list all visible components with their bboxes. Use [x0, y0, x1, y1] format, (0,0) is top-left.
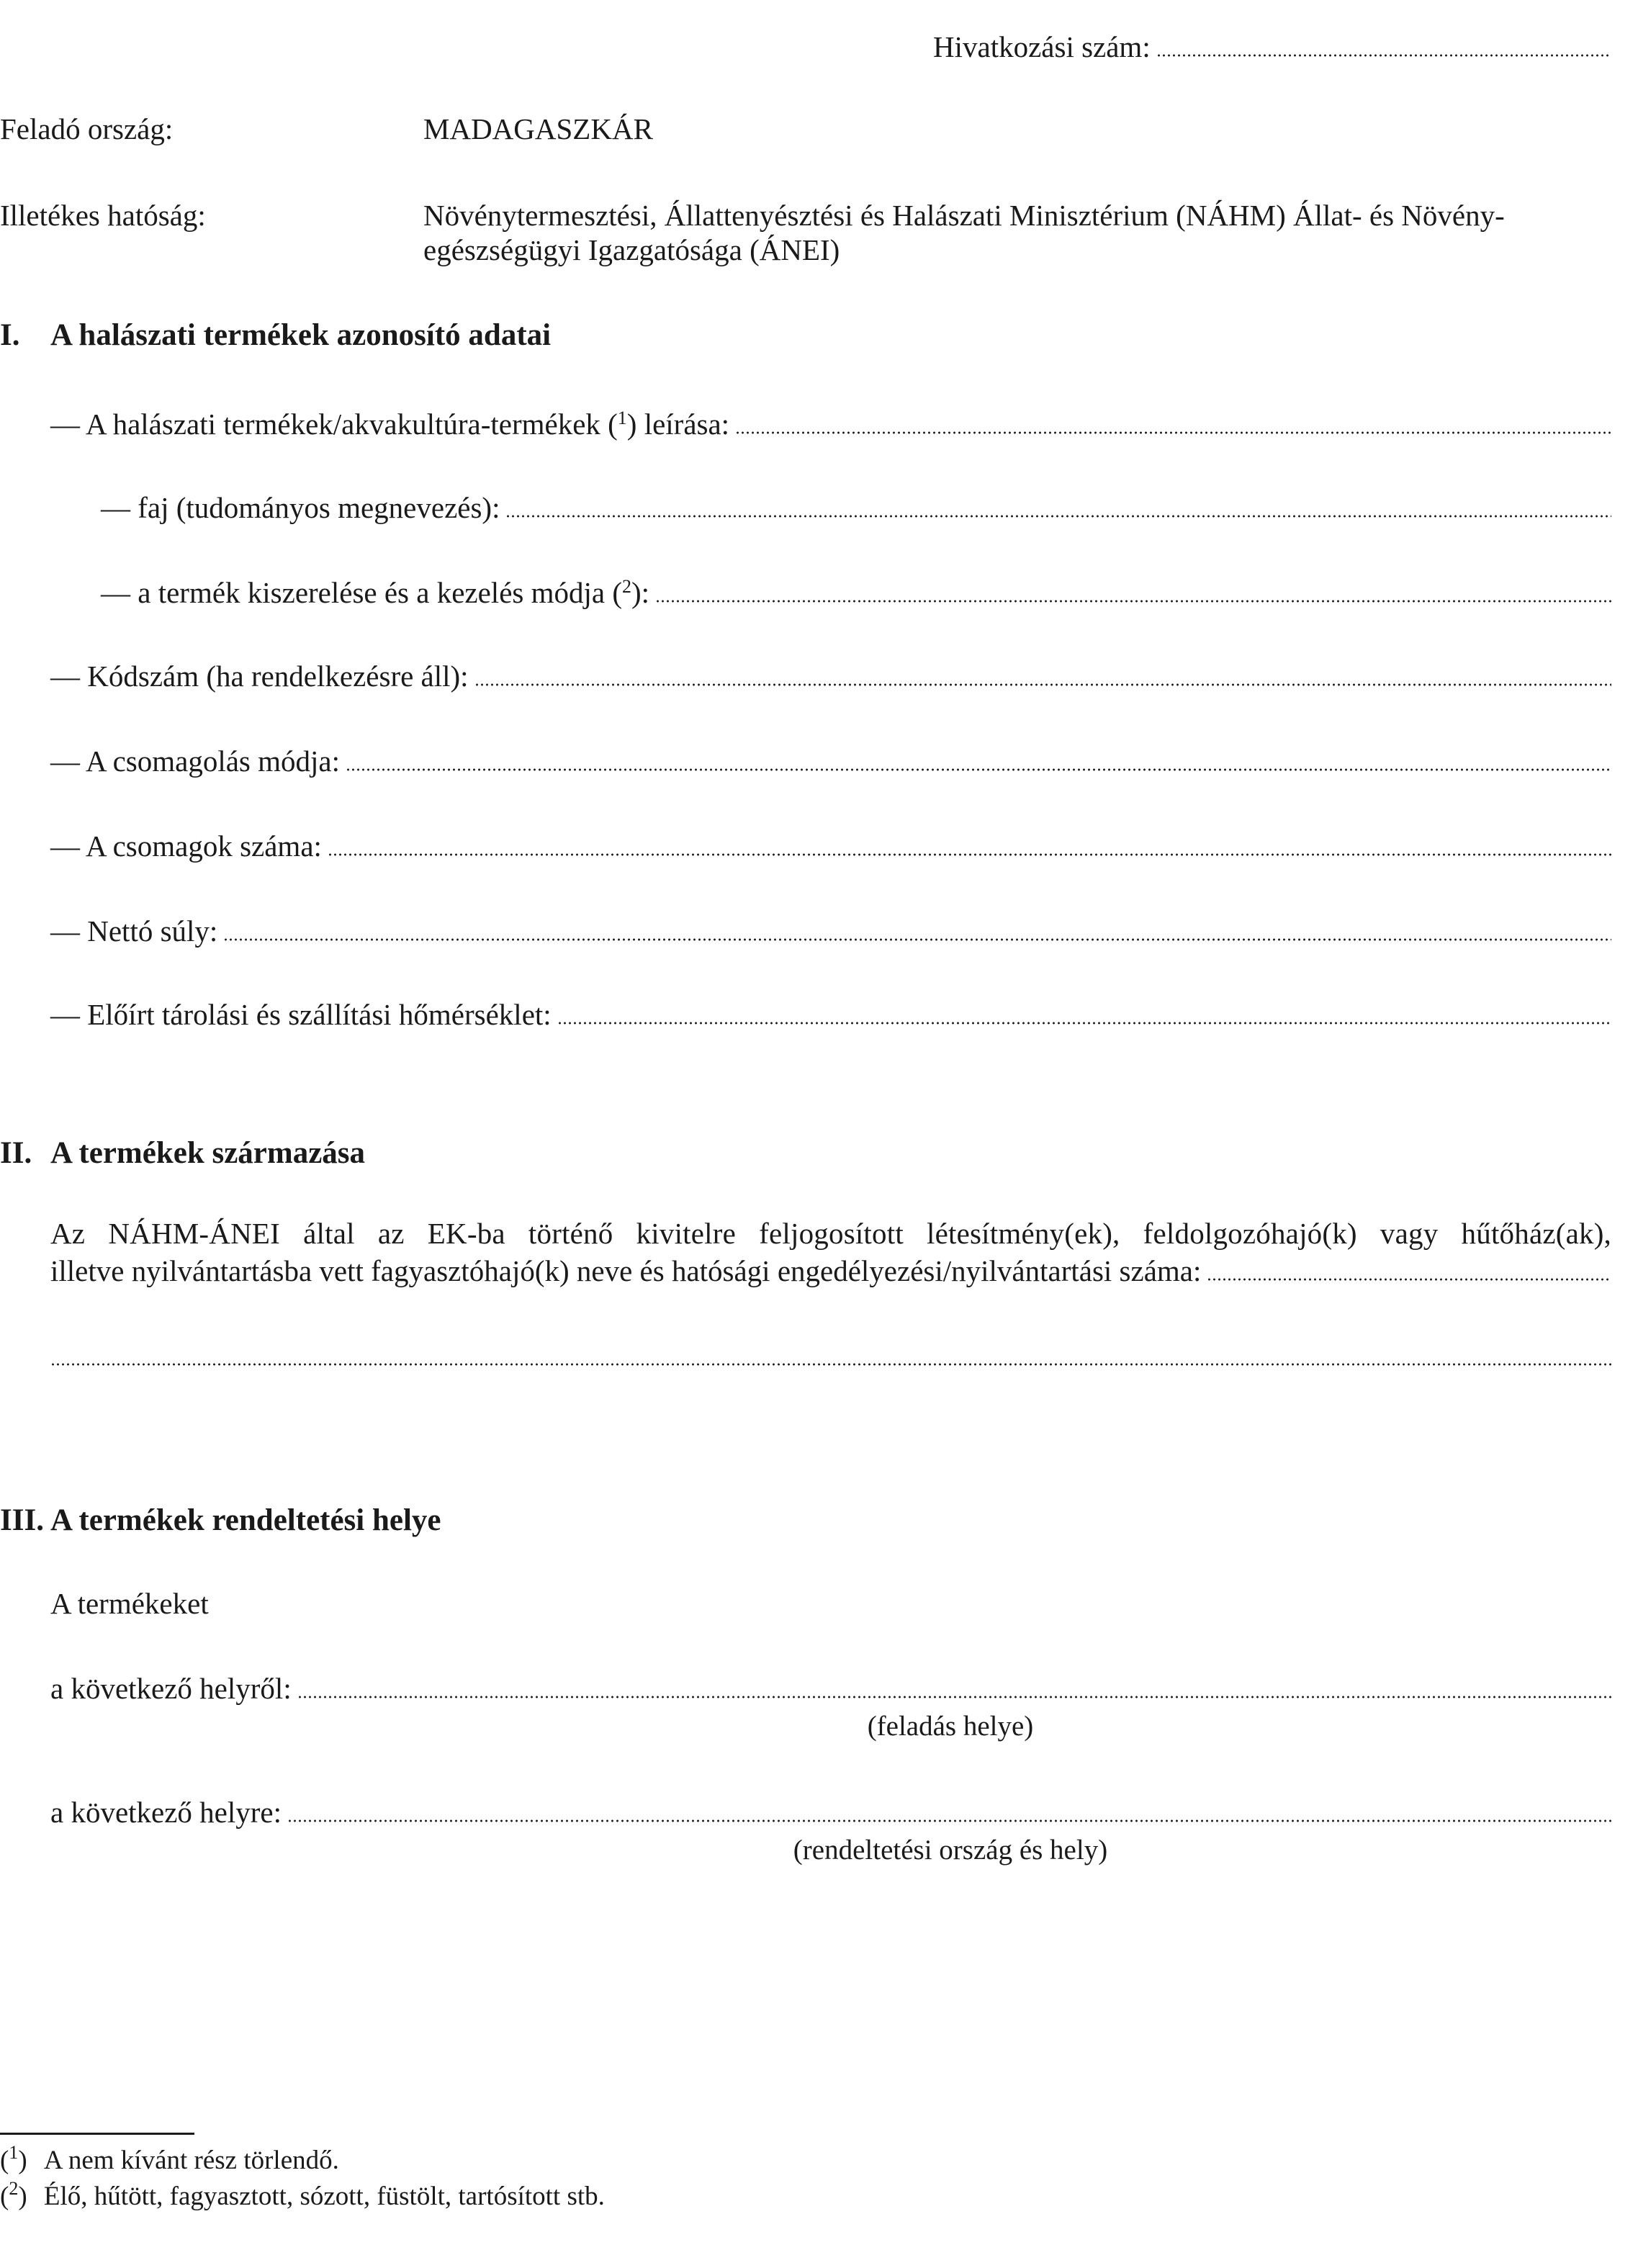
origin-paragraph-line1: Az NÁHM-ÁNEI által az EK-ba történő kivitelre feljogosított létesítmény(ek), feldolgozóhajó(k) vagy hűtőház(ak), — [50, 1217, 1611, 1250]
sender-country-value: MADAGASZKÁR — [423, 112, 653, 145]
footnote-ref-2: 2 — [622, 576, 631, 597]
presentation-dotted-line — [655, 600, 1611, 603]
authority-label: Illetékes hatóság: — [0, 199, 206, 232]
footnote-ref-1: 1 — [617, 408, 627, 428]
origin-paragraph-line2: illetve nyilvántartásba vett fagyasztóhajó(k) neve és hatósági engedélyezési/nyilvántartási száma: — [50, 1254, 1202, 1287]
sender-country-label: Feladó ország: — [0, 112, 174, 145]
product-description-dotted-line — [735, 431, 1611, 434]
section-1-number: I. — [0, 318, 20, 352]
product-description-field[interactable] — [50, 406, 1611, 442]
package-count-label: — A csomagok száma: — [50, 829, 322, 863]
section-3-title: A termékek rendeltetési helye — [50, 1503, 441, 1537]
package-count-dotted-line — [328, 853, 1611, 856]
presentation-field[interactable] — [101, 575, 1611, 611]
dispatch-place-field[interactable] — [50, 1670, 1611, 1706]
temperature-dotted-line — [557, 1022, 1611, 1025]
footnote-2-mark: ($^2$) — [0, 2178, 27, 2211]
establishment-dotted-line-2[interactable] — [50, 1363, 1611, 1366]
package-count-field[interactable] — [50, 828, 1611, 864]
footnote-1-text: A nem kívánt rész törlendő. — [43, 2146, 339, 2175]
section-3-number: III. — [0, 1503, 44, 1537]
dispatch-place-caption: (feladás helye) — [867, 1711, 1034, 1742]
destination-place-dotted-line — [287, 1819, 1611, 1822]
footnote-1-mark: ($^1$) — [0, 2142, 27, 2175]
footnote-separator — [0, 2133, 194, 2135]
code-number-dotted-line — [474, 683, 1611, 686]
net-weight-label: — Nettó súly: — [50, 914, 218, 948]
authority-value-line2: egészségügyi Igazgatósága (ÁNEI) — [423, 233, 840, 266]
species-dotted-line — [505, 515, 1611, 518]
product-description-label: — A halászati termékek/akvakultúra-termékek ($^1$) leírása: — [50, 408, 730, 441]
footnote-1 — [0, 2144, 339, 2177]
temperature-field[interactable] — [50, 996, 1611, 1032]
destination-intro: A termékeket — [50, 1587, 209, 1620]
establishment-dotted-line — [1207, 1278, 1611, 1281]
section-1-title: A halászati termékek azonosító adatai — [50, 318, 552, 352]
packaging-label: — A csomagolás módja: — [50, 744, 340, 778]
dispatch-place-dotted-line — [297, 1696, 1611, 1698]
temperature-label: — Előírt tárolási és szállítási hőmérséklet: — [50, 998, 552, 1031]
species-field[interactable] — [101, 490, 1611, 526]
reference-number-dotted-line — [1156, 54, 1611, 57]
reference-number-field[interactable] — [933, 29, 1611, 65]
net-weight-dotted-line — [223, 938, 1611, 941]
reference-number-label: Hivatkozási szám: — [933, 30, 1151, 63]
packaging-field[interactable] — [50, 743, 1611, 779]
code-number-field[interactable] — [50, 658, 1611, 694]
establishment-field[interactable] — [50, 1253, 1611, 1289]
footnote-2-text: Élő, hűtött, fagyasztott, sózott, füstölt, tartósított stb. — [43, 2182, 605, 2211]
dispatch-place-label: a következő helyről: — [50, 1672, 292, 1705]
section-2-title: A termékek származása — [50, 1136, 366, 1170]
net-weight-field[interactable] — [50, 913, 1611, 949]
destination-place-label: a következő helyre: — [50, 1796, 282, 1829]
section-2-number: II. — [0, 1136, 32, 1170]
destination-place-field[interactable] — [50, 1794, 1611, 1830]
packaging-dotted-line — [346, 768, 1611, 771]
authority-value-line1: Növénytermesztési, Állattenyésztési és Halászati Minisztérium (NÁHM) Állat- és Növény- — [423, 199, 1505, 232]
footnote-2 — [0, 2180, 605, 2213]
destination-place-caption: (rendeltetési ország és hely) — [793, 1835, 1108, 1866]
code-number-label: — Kódszám (ha rendelkezésre áll): — [50, 660, 469, 693]
species-label: — faj (tudományos megnevezés): — [101, 491, 500, 524]
presentation-label: — a termék kiszerelése és a kezelés módja ($^2$): — [101, 576, 650, 609]
